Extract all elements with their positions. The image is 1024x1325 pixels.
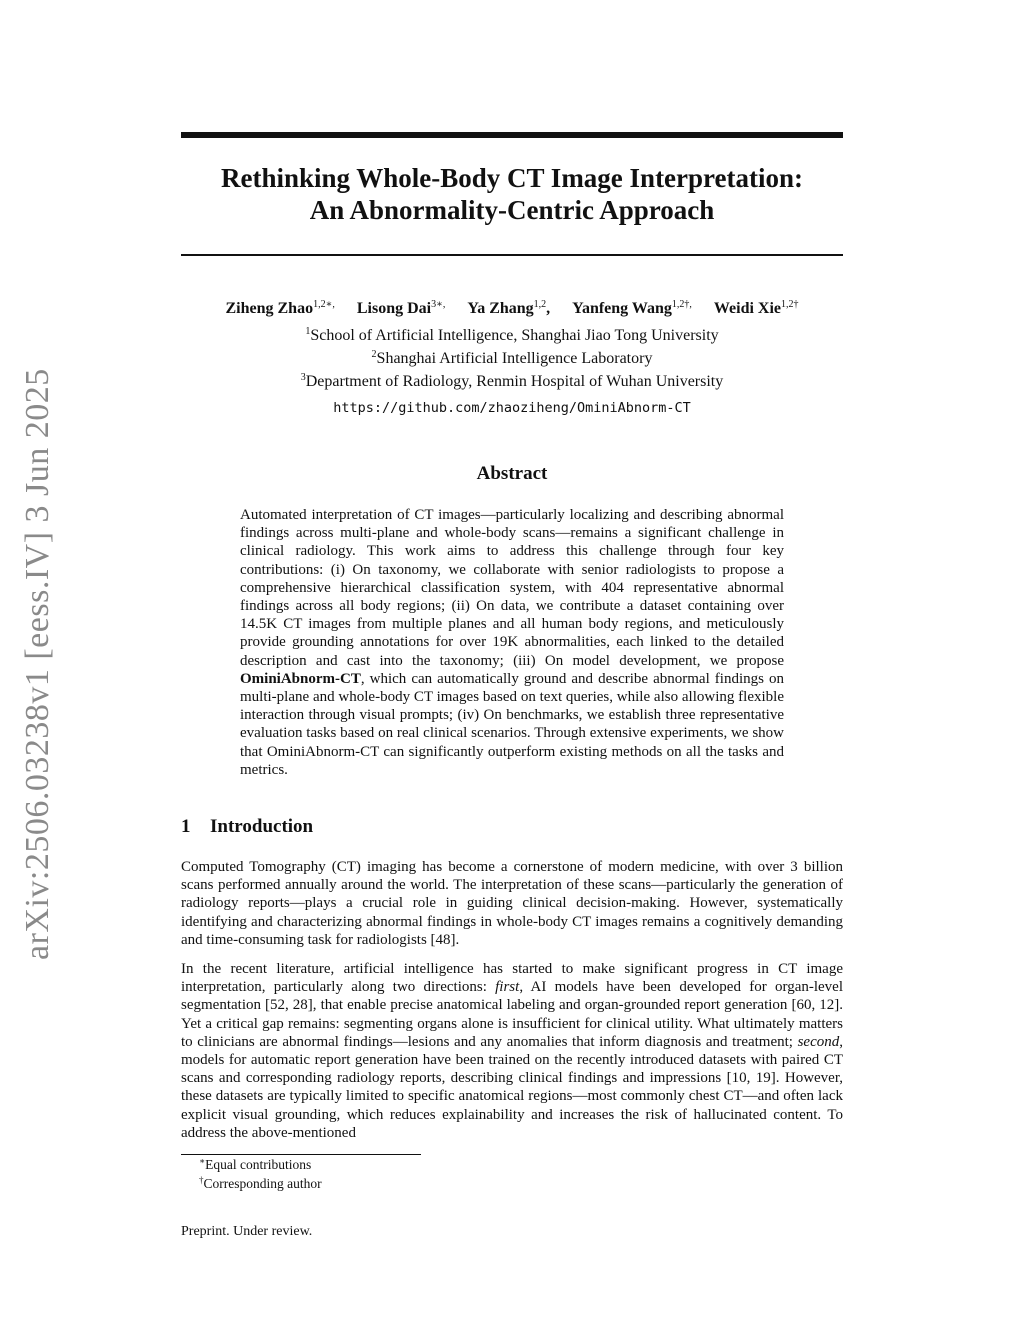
author: Ziheng Zhao$^{1,2∗,}$ xyxy=(225,299,335,317)
arxiv-identifier: arXiv:2506.03238v1 [eess.IV] 3 Jun 2025 xyxy=(19,368,56,960)
affiliation: $^2$Shanghai Artificial Intelligence Laboratory xyxy=(371,349,653,367)
intro-paragraph-1: Computed Tomography (CT) imaging has become a cornerstone of modern medicine, with over 3 billion scans performed annually around the world. The interpretation of these scans—particularly the generation of radiology reports—plays a crucial role in guiding clinical decision-making. However, systematically identifying and characterizing abnormal findings in whole-body CT images remains a cognitively demanding and time-consuming task for radiologists [48]. xyxy=(181,859,843,948)
title-line-2: An Abnormality-Centric Approach xyxy=(309,195,715,225)
affiliation: $^1$School of Artificial Intelligence, Shanghai Jiao Tong University xyxy=(305,326,719,344)
footnote: ∗Equal contributions xyxy=(199,1156,312,1172)
author-list xyxy=(160,298,864,320)
abstract-heading: Abstract xyxy=(476,463,548,484)
paper-title xyxy=(181,162,843,226)
author: Lisong Dai$^{3∗,}$ xyxy=(356,299,446,317)
author: Weidi Xie$^{1,2\dagger}$ xyxy=(713,299,799,317)
footnote: †Corresponding author xyxy=(199,1175,322,1191)
abstract-body: Automated interpretation of CT images—particularly localizing and describing abnormal findings across multi-plane and whole-body scans—remains a significant challenge in clinical radiology. This work aims to address this challenge through four key contributions: (i) On taxonomy, we collaborate with senior radiologists to propose a comprehensive hierarchical classification system, with 404 representative abnormal findings across all body regions; (ii) On data, we contribute a dataset containing over 14.5K CT images from multiple planes and all human body regions, and meticulously provide grounding annotations for over 19K abnormalities, each linked to the detailed description and cast into the taxonomy; (iii) On model development, we propose OminiAbnorm-CT, which can automatically ground and describe abnormal findings on multi-plane and whole-body CT images based on text queries, while also allowing flexible interaction through visual prompts; (iv) On benchmarks, we establish three representative evaluation tasks based on real clinical scenarios. Through extensive experiments, we show that OminiAbnorm-CT can significantly outperform existing methods on all the tasks and metrics. xyxy=(240,507,784,778)
title-bottom-rule xyxy=(181,254,843,256)
model-name: OminiAbnorm-CT xyxy=(240,670,361,687)
affiliation: $^3$Department of Radiology, Renmin Hospital of Wuhan University xyxy=(300,372,724,390)
author: Ya Zhang$^{1,2}$, xyxy=(467,299,551,317)
project-url[interactable]: https://github.com/zhaoziheng/OminiAbnorm-CT xyxy=(333,400,691,416)
preprint-footer: Preprint. Under review. xyxy=(181,1224,313,1239)
title-top-rule xyxy=(181,132,843,138)
author: Yanfeng Wang$^{1,2\dagger,}$ xyxy=(572,299,692,317)
intro-paragraph-2: In the recent literature, artificial intelligence has started to make significant progress in CT image interpretation, particularly along two directions: first, AI models have been developed for organ-level segmentation [52, 28], that enable precise anatomical labeling and organ-grounded report generation [60, 12]. Yet a critical gap remains: segmenting organs alone is insufficient for clinical utility. What ultimately matters to clinicians are abnormal findings—lesions and any anomalies that inform diagnosis and treatment; second, models for automatic report generation have been trained on the recently introduced datasets with paired CT scans and corresponding radiology reports, describing clinical findings and impressions [10, 19]. However, these datasets are typically limited to specific anatomical regions—most commonly chest CT—and often lack explicit visual grounding, which reduces explainability and increases the risk of hallucinated content. To address the above-mentioned xyxy=(181,961,843,1141)
title-line-1: Rethinking Whole-Body CT Image Interpretation: xyxy=(220,163,804,193)
section-heading: 1 Introduction xyxy=(181,816,314,837)
footnote-rule xyxy=(181,1154,421,1155)
